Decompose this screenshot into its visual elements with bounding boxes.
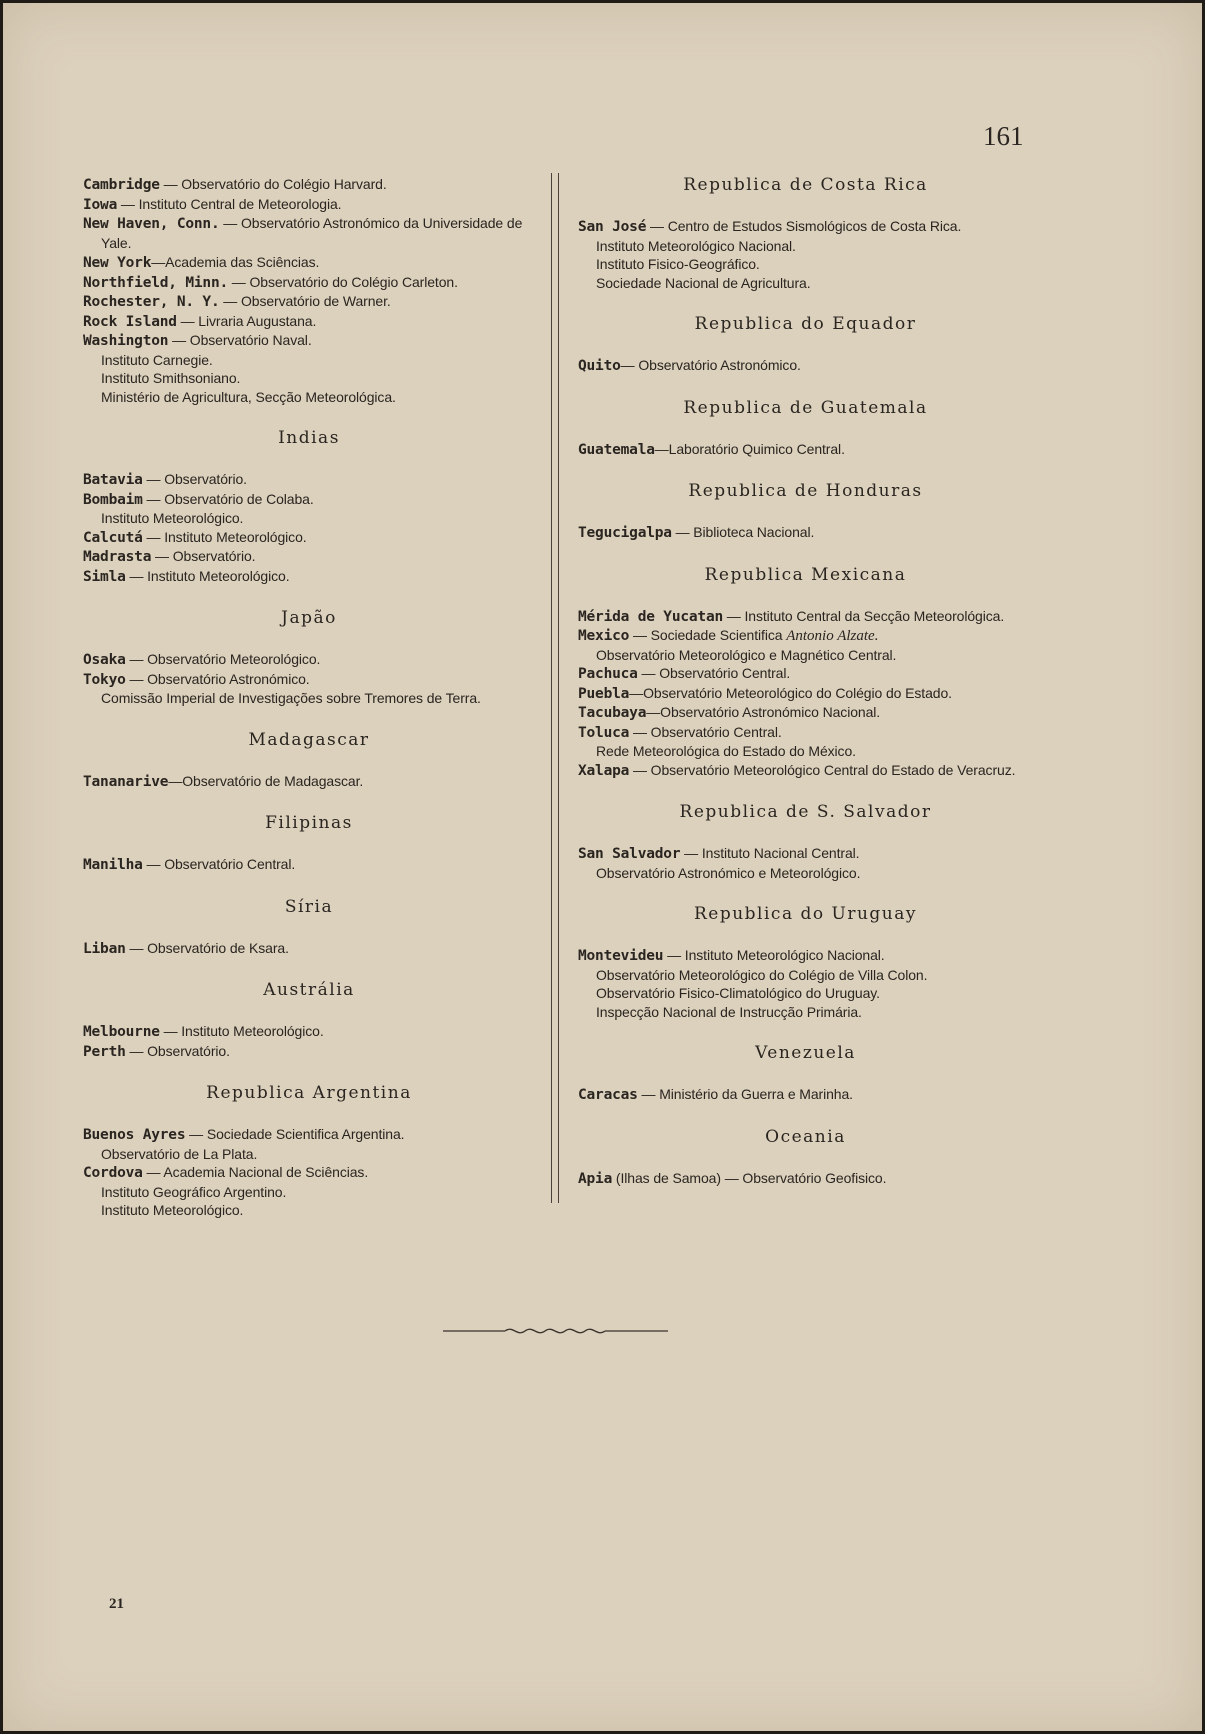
left-column [83,175,535,1220]
list-item: Tegucigalpa — Biblioteca Nacional. [578,524,815,541]
list-item: Liban — Observatório de Ksara. [83,939,289,957]
section-heading-venezuela: Venezuela [755,1043,856,1063]
list-item: Tananarive—Observatório de Madagascar. [83,772,364,790]
section-heading-siria: Síria [284,896,334,917]
list-item: Tokyo — Observatório Astronómico. [83,670,310,688]
column-divider [551,173,559,1203]
section-heading-costa-rica: Republica de Costa Rica [683,175,928,195]
list-item: Montevideu — Instituto Meteorológico Nacional. [578,947,885,964]
section-heading-salvador: Republica de S. Salvador [679,802,932,822]
list-subitem: Observatório Fisico-Climatológico do Uruguay. [596,985,880,1001]
section-heading-uruguay: Republica do Uruguay [693,904,917,924]
section-heading-filipinas: Filipinas [265,813,353,833]
section-heading-indias: Indias [278,428,340,448]
list-item: Xalapa — Observatório Meteorológico Central do Estado de Veracruz. [578,761,1016,779]
list-subitem: Instituto Carnegie. [101,351,213,368]
list-subitem: Instituto Meteorológico. [101,510,244,526]
list-subitem: Rede Meteorológica do Estado do México. [596,743,856,759]
list-item: Northfield, Minn. — Observatório do Colégio Carleton. [83,273,458,291]
list-item: Buenos Ayres — Sociedade Scientifica Argentina. [83,1126,405,1143]
list-item: Pachuca — Observatório Central. [578,665,791,682]
list-subitem: Instituto Meteorológico. [101,1202,244,1218]
list-subitem: Inspecção Nacional de Instrucção Primária. [596,1003,862,1020]
list-item: Puebla—Observatório Meteorológico do Colégio do Estado. [578,684,952,702]
list-item: Manilha — Observatório Central. [83,856,296,873]
list-item: Melbourne — Instituto Meteorológico. [83,1023,324,1040]
list-item: Rock Island — Livraria Augustana. [83,312,317,330]
list-item: New Haven, Conn. — Observatório Astronómico da Universidade de Yale. [83,215,523,251]
list-item: Tacubaya—Observatório Astronómico Nacional. [578,704,881,721]
list-item: Guatemala—Laboratório Quimico Central. [578,440,845,458]
section-heading-japao: Japão [281,608,337,628]
list-subitem: Instituto Meteorológico Nacional. [596,237,796,254]
right-column [578,175,1033,1188]
list-item: Iowa — Instituto Central de Meteorologia. [83,195,342,213]
list-subitem: Observatório Meteorológico do Colégio de Villa Colon. [596,966,928,983]
ornament-divider-icon [443,1321,668,1341]
section-heading-oceania: Oceania [765,1126,846,1147]
list-item: Washington — Observatório Naval. [83,332,312,349]
list-item: Toluca — Observatório Central. [578,723,782,741]
page [3,3,1202,1731]
list-subitem: Instituto Smithsoniano. [101,370,241,386]
list-item: Mexico — Sociedade Scientifica Antonio Alzate. [578,627,879,644]
list-item: Perth — Observatório. [83,1042,230,1060]
section-heading-mexicana: Republica Mexicana [704,564,907,585]
list-item: San Salvador — Instituto Nacional Central. [578,845,860,862]
list-subitem: Observatório Meteorológico e Magnético Central. [596,646,897,663]
page-number: 161 [983,121,1024,151]
list-subitem: Comissão Imperial de Investigações sobre Tremores de Terra. [101,690,481,706]
list-item: Osaka — Observatório Meteorológico. [83,651,321,668]
list-item: New York—Academia das Sciências. [83,254,320,271]
list-subitem: Ministério de Agricultura, Secção Meteorológica. [101,388,396,405]
list-item: Bombaim — Observatório de Colaba. [83,490,314,508]
list-subitem: Observatório de La Plata. [101,1145,258,1162]
list-subitem: Sociedade Nacional de Agricultura. [596,274,811,291]
list-item: Simla — Instituto Meteorológico. [83,567,290,585]
section-heading-guatemala: Republica de Guatemala [683,397,928,418]
list-subitem: Instituto Geográfico Argentino. [101,1183,287,1200]
list-item: San José — Centro de Estudos Sismológicos de Costa Rica. [578,218,962,235]
list-item: Quito— Observatório Astronómico. [578,357,801,374]
list-subitem: Instituto Fisico-Geográfico. [596,256,760,272]
list-subitem: Observatório Astronómico e Meteorológico. [596,864,861,881]
list-item: Batavia — Observatório. [83,471,247,488]
list-item: Cordova — Academia Nacional de Sciências. [83,1164,369,1181]
list-item: Rochester, N. Y. — Observatório de Warner. [83,293,391,310]
list-item: Apia (Ilhas de Samoa) — Observatório Geofisico. [578,1169,887,1187]
signature-mark: 21 [109,1596,124,1612]
list-item: Mérida de Yucatan — Instituto Central da Secção Meteorológica. [578,607,1005,625]
section-heading-equador: Republica do Equador [694,314,917,334]
section-heading-honduras: Republica de Honduras [688,481,923,501]
list-item: Madrasta — Observatório. [83,548,256,565]
section-heading-madagascar: Madagascar [248,729,370,750]
section-heading-argentina: Republica Argentina [206,1083,412,1103]
list-item: Cambridge — Observatório do Colégio Harvard. [83,176,387,193]
section-heading-australia: Austrália [263,980,355,1000]
list-item: Caracas — Ministério da Guerra e Marinha. [578,1086,853,1103]
list-item: Calcutá — Instituto Meteorológico. [83,528,307,546]
